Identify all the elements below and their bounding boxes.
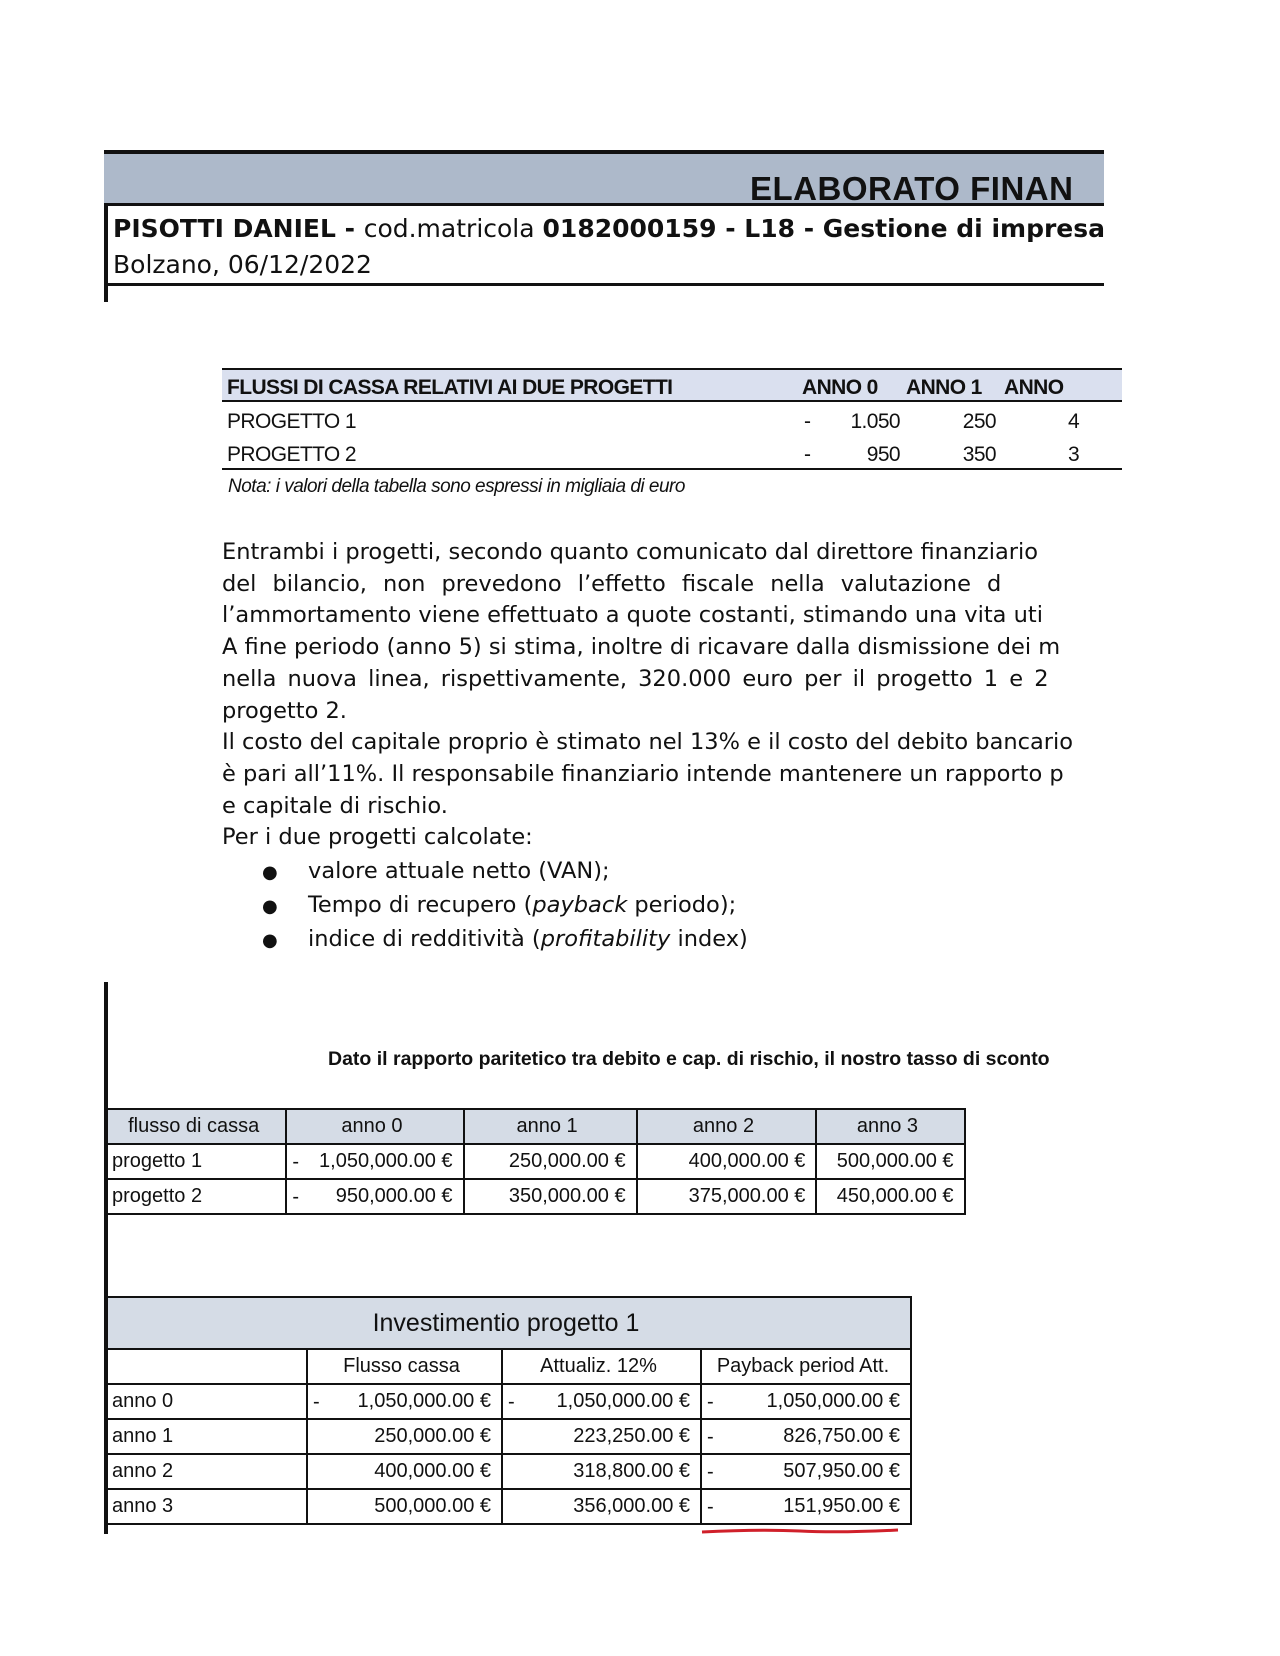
row-anno2: 4: [1068, 410, 1080, 433]
table-row: [107, 1144, 1067, 1179]
bullet-text: indice di redditività (: [308, 926, 541, 952]
cell-anno2: 375,000.00 €: [637, 1179, 817, 1214]
minus-sign: -: [707, 1496, 714, 1518]
minus-sign: -: [508, 1391, 515, 1413]
row-anno2: 3: [1068, 443, 1080, 466]
value: 826,750.00 €: [783, 1425, 900, 1447]
minus-sign: -: [292, 1186, 299, 1208]
header-cell: Payback period Att.: [701, 1349, 911, 1384]
spacer-cell: [965, 1179, 1067, 1214]
spacer-cell: [965, 1144, 1067, 1179]
cell-attualiz: [502, 1454, 701, 1489]
header-cell: Attualiz. 12%: [502, 1349, 701, 1384]
course-name: - L18 - Gestione di impresa: [716, 214, 1105, 243]
minus-sign: -: [707, 1391, 714, 1413]
table-row: [107, 1454, 911, 1489]
row-sign: -: [804, 443, 811, 466]
minus-sign: -: [292, 1151, 299, 1173]
table-row: [107, 1489, 911, 1524]
table-row: [107, 1419, 911, 1454]
text-line: del bilancio, non prevedono l’effetto fiscale nella valutazione d: [222, 570, 1002, 597]
cell-attualiz: [502, 1419, 701, 1454]
list-item: [262, 923, 748, 957]
text-line: Per i due progetti calcolate:: [222, 824, 533, 851]
place-date: Bolzano, 06/12/2022: [113, 250, 372, 279]
value: 950,000.00 €: [335, 1185, 453, 1207]
cell-attualiz: [502, 1489, 701, 1524]
minus-sign: -: [707, 1461, 714, 1483]
problem-text: [222, 537, 1122, 854]
row-label: anno 0: [107, 1384, 307, 1419]
cashflow-note: Nota: i valori della tabella sono espressi in migliaia di euro: [228, 476, 685, 497]
text-line: progetto 2.: [222, 697, 347, 724]
text-line: è pari all’11%. Il responsabile finanziario intende mantenere un rapporto p: [222, 760, 1064, 787]
value: 250,000.00 €: [374, 1425, 491, 1447]
value: 151,950.00 €: [783, 1495, 900, 1517]
row-anno1: 250: [962, 410, 996, 433]
minus-sign: -: [707, 1426, 714, 1448]
cell-payback: [701, 1489, 911, 1524]
red-underline-annotation: [700, 1528, 900, 1534]
student-name: PISOTTI DANIEL: [113, 214, 336, 243]
text-line: e capitale di rischio.: [222, 792, 448, 819]
cell-flusso: [307, 1489, 502, 1524]
minus-sign: -: [313, 1391, 320, 1413]
cashflow-table-bottom-rule: [222, 468, 1122, 470]
value: 1,050,000.00 €: [357, 1390, 491, 1412]
student-info: [113, 214, 1105, 243]
header-cell: anno 2: [637, 1109, 817, 1144]
cell-payback: [701, 1419, 911, 1454]
bullet-icon: ●: [262, 930, 278, 951]
cell-anno0: [286, 1144, 463, 1179]
header-anno2: ANNO: [1004, 376, 1064, 399]
document-title: ELABORATO FINAN: [750, 170, 1074, 207]
cell-payback: [701, 1384, 911, 1419]
cell-flusso: [307, 1454, 502, 1489]
cell-anno2: 400,000.00 €: [637, 1144, 817, 1179]
table-row: [107, 1179, 1067, 1214]
value: 356,000.00 €: [573, 1495, 690, 1517]
value: 1,050,000.00 €: [766, 1390, 900, 1412]
row-label: anno 3: [107, 1489, 307, 1524]
project1-title: Investimentio progetto 1: [107, 1297, 911, 1349]
cell-anno1: 350,000.00 €: [464, 1179, 637, 1214]
red-underline-stroke: [702, 1530, 898, 1532]
text-line: l’ammortamento viene effettuato a quote costanti, stimando una vita uti: [222, 602, 1043, 629]
header-cell: Flusso cassa: [307, 1349, 502, 1384]
list-item: [262, 855, 748, 889]
spacer-cell: [965, 1109, 1067, 1144]
value: 223,250.00 €: [573, 1425, 690, 1447]
text-line: nella nuova linea, rispettivamente, 320.000 euro per il progetto 1 e 2: [222, 665, 1049, 692]
header-anno1: ANNO 1: [906, 376, 982, 399]
cell-attualiz: [502, 1384, 701, 1419]
list-item: [262, 889, 748, 923]
header-cell: [107, 1349, 307, 1384]
header-cell: anno 1: [464, 1109, 637, 1144]
project1-table-header: [107, 1349, 911, 1384]
value: 500,000.00 €: [374, 1495, 491, 1517]
bullet-italic: profitability: [540, 926, 671, 952]
cell-payback: [701, 1454, 911, 1489]
table-row: [107, 1384, 911, 1419]
bullet-text-end: index): [670, 926, 748, 952]
bullet-icon: ●: [262, 862, 278, 883]
flows-table-header: [107, 1109, 1067, 1144]
row-label: anno 2: [107, 1454, 307, 1489]
text-line: Entrambi i progetti, secondo quanto comunicato dal direttore finanziario: [222, 539, 1039, 565]
header-cell: anno 0: [286, 1109, 463, 1144]
discount-rate-note: Dato il rapporto paritetico tra debito e cap. di rischio, il nostro tasso di sconto: [328, 1048, 1050, 1070]
bullet-text: valore attuale netto (VAN);: [308, 858, 610, 884]
header-cell: flusso di cassa: [107, 1109, 286, 1144]
value: 507,950.00 €: [783, 1460, 900, 1482]
value: 400,000.00 €: [374, 1460, 491, 1482]
cell-anno1: 250,000.00 €: [464, 1144, 637, 1179]
project1-table: [106, 1296, 912, 1525]
row-label: PROGETTO 2: [227, 443, 356, 466]
flows-table: [106, 1108, 1068, 1215]
cell-anno3: 450,000.00 €: [816, 1179, 964, 1214]
bullet-italic: payback: [532, 892, 628, 918]
task-list: [262, 855, 748, 957]
project1-table-title-row: [107, 1297, 911, 1349]
separator: -: [335, 214, 364, 243]
header-rule: [104, 283, 1104, 286]
cell-anno3: 500,000.00 €: [816, 1144, 964, 1179]
cashflow-table-header: [222, 368, 1122, 402]
cell-flusso: [307, 1384, 502, 1419]
header-cell: anno 3: [816, 1109, 964, 1144]
value: 1,050,000.00 €: [319, 1150, 453, 1172]
row-label: progetto 2: [107, 1179, 286, 1214]
value: 1,050,000.00 €: [556, 1390, 690, 1412]
row-label: anno 1: [107, 1419, 307, 1454]
bullet-icon: ●: [262, 896, 278, 917]
bullet-text-end: periodo);: [627, 892, 737, 918]
row-anno0: 950: [866, 443, 900, 466]
row-anno1: 350: [962, 443, 996, 466]
row-label: PROGETTO 1: [227, 410, 356, 433]
cell-flusso: [307, 1419, 502, 1454]
value: 318,800.00 €: [573, 1460, 690, 1482]
row-anno0: 1.050: [850, 410, 900, 433]
header-flussi: FLUSSI DI CASSA RELATIVI AI DUE PROGETTI: [227, 376, 673, 399]
matricola-number: 0182000159: [542, 214, 717, 243]
bullet-text: Tempo di recupero (: [308, 892, 533, 918]
cell-anno0: [286, 1179, 463, 1214]
text-line: Il costo del capitale proprio è stimato nel 13% e il costo del debito bancario: [222, 729, 1074, 756]
text-line: A fine periodo (anno 5) si stima, inoltre di ricavare dalla dismissione dei m: [222, 634, 1061, 661]
matricola-label: cod.matricola: [363, 214, 535, 243]
row-label: progetto 1: [107, 1144, 286, 1179]
row-sign: -: [804, 410, 811, 433]
header-anno0: ANNO 0: [802, 376, 878, 399]
